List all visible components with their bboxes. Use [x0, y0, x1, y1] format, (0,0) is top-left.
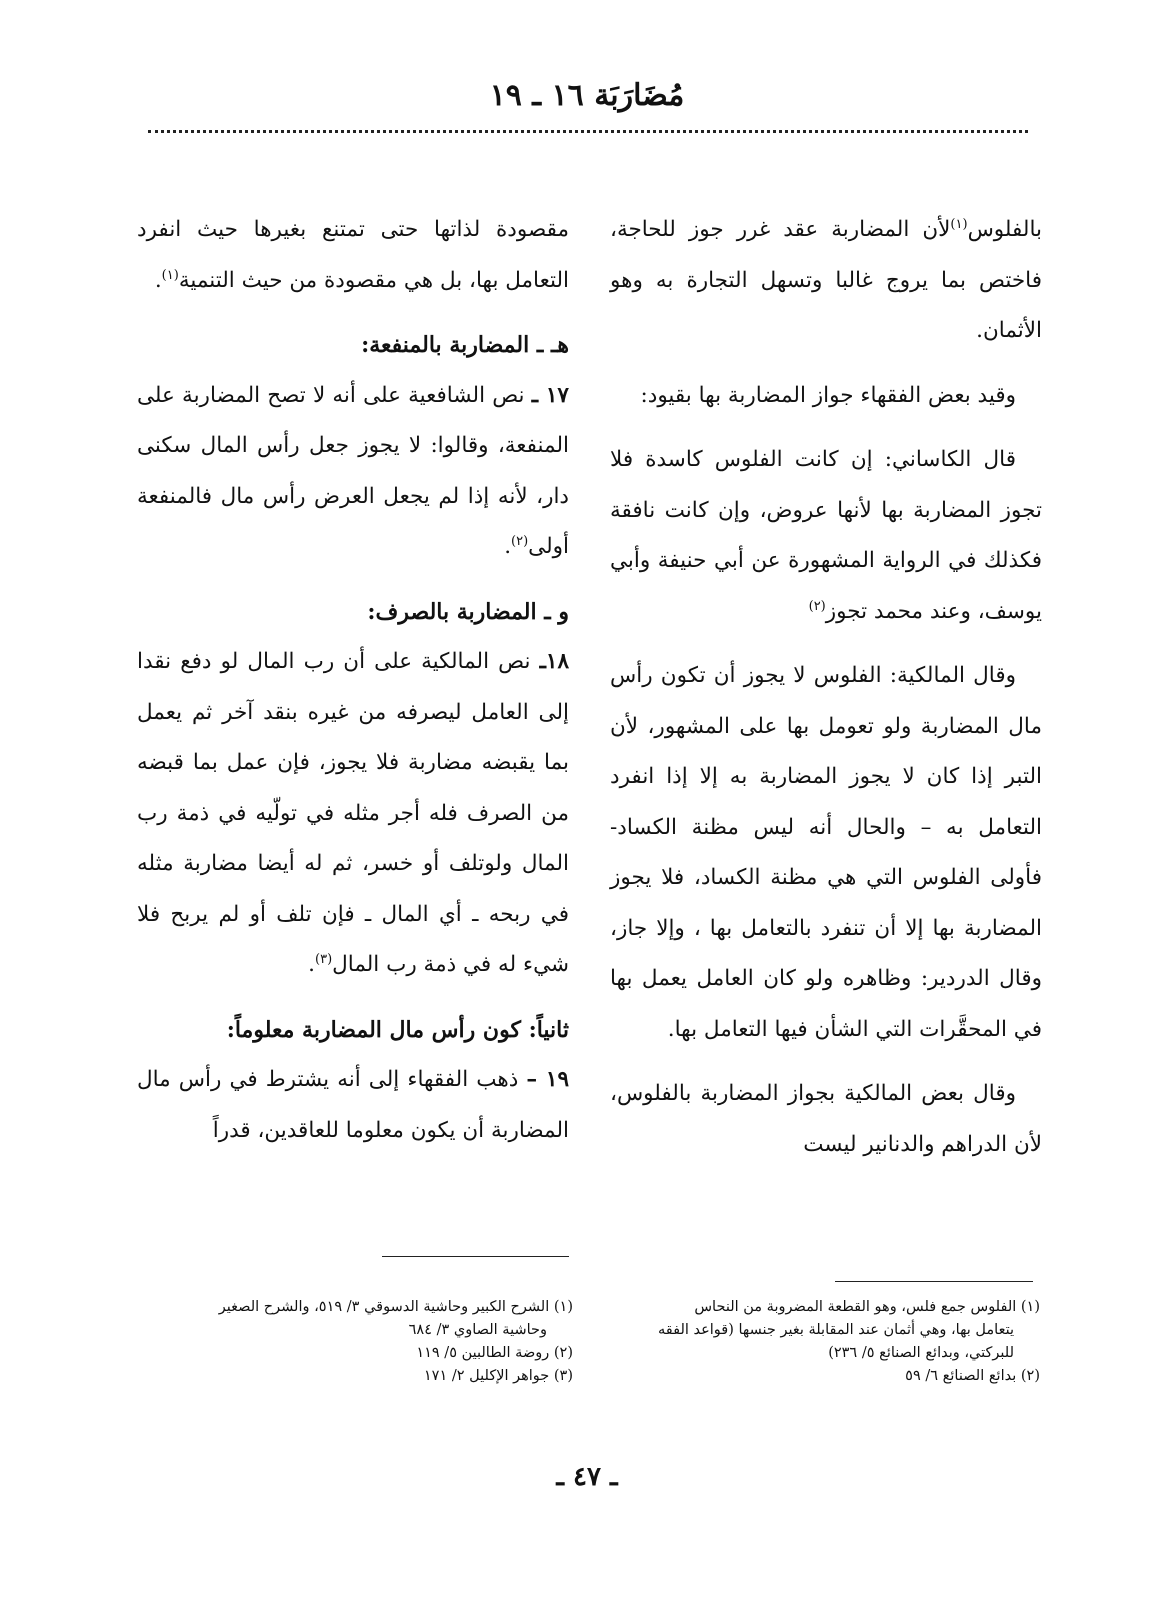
footnote-3: (٣) جواهر الإكليل ٢/ ١٧١	[423, 1368, 573, 1384]
footnote-separator-right	[835, 1281, 1033, 1282]
paragraph-text: ذهب الفقهاء إلى أنه يشترط في رأس مال المضاربة أن يكون معلوما للعاقدين، قدراً	[137, 1067, 569, 1143]
footnote-ref[interactable]: (٣)	[315, 951, 333, 967]
footnote-1-line-2: يتعامل بها، وهي أثمان عند المقابلة بغير جنسها (قواعد الفقه	[658, 1322, 1014, 1338]
left-column	[137, 205, 569, 1170]
footnote-ref[interactable]: (٢)	[808, 598, 826, 614]
footnotes-left	[133, 1296, 573, 1388]
paragraph-text: مقصودة لذاتها حتى تمتنع بغيرها حيث انفرد التعامل بها، بل هي مقصودة من حيث التنمية	[137, 217, 569, 293]
right-paragraph-5: وقال بعض المالكية بجواز المضاربة بالفلوس، لأن الدراهم والدنانير ليست	[610, 1081, 1042, 1157]
footnote-2: (٢) روضة الطالبين ٥/ ١١٩	[416, 1345, 573, 1361]
section-17	[137, 371, 569, 573]
footnote-1-line-3: للبركتي، وبدائع الصنائع ٥/ ٢٣٦)	[828, 1345, 1014, 1361]
running-title: مُضَارَبَة ١٦ ـ ١٩	[489, 78, 685, 113]
section-number: ١٨ـ	[539, 649, 570, 674]
footnote-separator-left	[382, 1256, 569, 1257]
paragraph-text: نص المالكية على أن رب المال لو دفع نقدا إلى العامل ليصرفه من غيره بنقد آخر ثم يعمل بما يقبضه مضاربة فلا يجوز، فإن عمل بما قبضه من الصرف فله أجر مثله في تولّيه في ذمة رب المال ولوتلف أو خسر، ثم له أيضا مضاربة مثله في ربحه ـ أي المال ـ فإن تلف أو لم يربح فلا شيء له في ذمة رب المال	[137, 649, 569, 977]
paragraph-end: .	[308, 952, 315, 977]
footnote-ref[interactable]: (١)	[161, 267, 179, 283]
paragraph-text: لأن المضاربة عقد غرر جوز للحاجة، فاختص بما يروج غالبا وتسهل التجارة به وهو الأثمان.	[610, 217, 1042, 343]
right-paragraph-2: وقيد بعض الفقهاء جواز المضاربة بها بقيود:	[640, 382, 1016, 408]
header-dotted-rule	[148, 130, 1028, 133]
footnotes-right	[600, 1296, 1040, 1388]
paragraph-end: .	[154, 267, 162, 293]
right-paragraph-1	[610, 205, 1042, 357]
footnote-1-line-1: (١) الفلوس جمع فلس، وهو القطعة المضروبة من النحاس	[694, 1299, 1040, 1315]
footnote-2: (٢) بدائع الصنائع ٦/ ٥٩	[905, 1368, 1040, 1384]
footnote-ref[interactable]: (١)	[950, 216, 968, 232]
paragraph-lead: بالفلوس	[967, 217, 1042, 242]
footnote-1-line-1: (١) الشرح الكبير وحاشية الدسوقي ٣/ ٥١٩، والشرح الصغير	[218, 1299, 573, 1315]
left-paragraph-1	[137, 205, 569, 306]
section-18	[137, 637, 569, 991]
section-heading-second: ثانياً: كون رأس مال المضاربة معلوماً:	[226, 1016, 569, 1043]
footnote-1-line-2: وحاشية الصاوي ٣/ ٦٨٤	[408, 1322, 547, 1338]
right-column	[610, 205, 1042, 1184]
section-heading-waw: و ـ المضاربة بالصرف:	[367, 598, 569, 625]
page-number: ـ ٤٧ ـ	[556, 1462, 618, 1492]
paragraph-text: قال الكاساني: إن كانت الفلوس كاسدة فلا تجوز المضاربة بها لأنها عروض، وإن كانت نافقة فكذلك في الرواية المشهورة عن أبي حنيفة وأبي يوسف، وعند محمد تجوز	[610, 447, 1042, 624]
footnote-ref[interactable]: (٢)	[511, 533, 529, 549]
paragraph-text: نص الشافعية على أنه لا تصح المضاربة على المنفعة، وقالوا: لا يجوز جعل رأس المال سكنى دار، لأنه إذا لم يجعل العرض رأس مال فالمنفعة أولى	[137, 382, 569, 559]
section-heading-he: هـ ـ المضاربة بالمنفعة:	[361, 332, 569, 358]
right-paragraph-4: وقال المالكية: الفلوس لا يجوز أن تكون رأس مال المضاربة ولو تعومل بها على المشهور، لأن التبر إذا كان لا يجوز المضاربة به إلا إذا انفرد التعامل به – والحال أنه ليس مظنة الكساد- فأولى الفلوس التي هي مظنة الكساد، فلا يجوز المضاربة بها إلا أن تنفرد بالتعامل بها ، وإلا جاز، وقال الدردير: وظاهره ولو كان العامل يعمل بها في المحقَّرات التي الشأن فيها التعامل بها.	[610, 663, 1042, 1042]
section-number: ١٩ –	[526, 1067, 569, 1092]
right-paragraph-3	[610, 435, 1042, 637]
section-19	[137, 1055, 569, 1156]
section-number: ١٧ ـ	[531, 382, 569, 408]
paragraph-end: .	[504, 534, 512, 559]
